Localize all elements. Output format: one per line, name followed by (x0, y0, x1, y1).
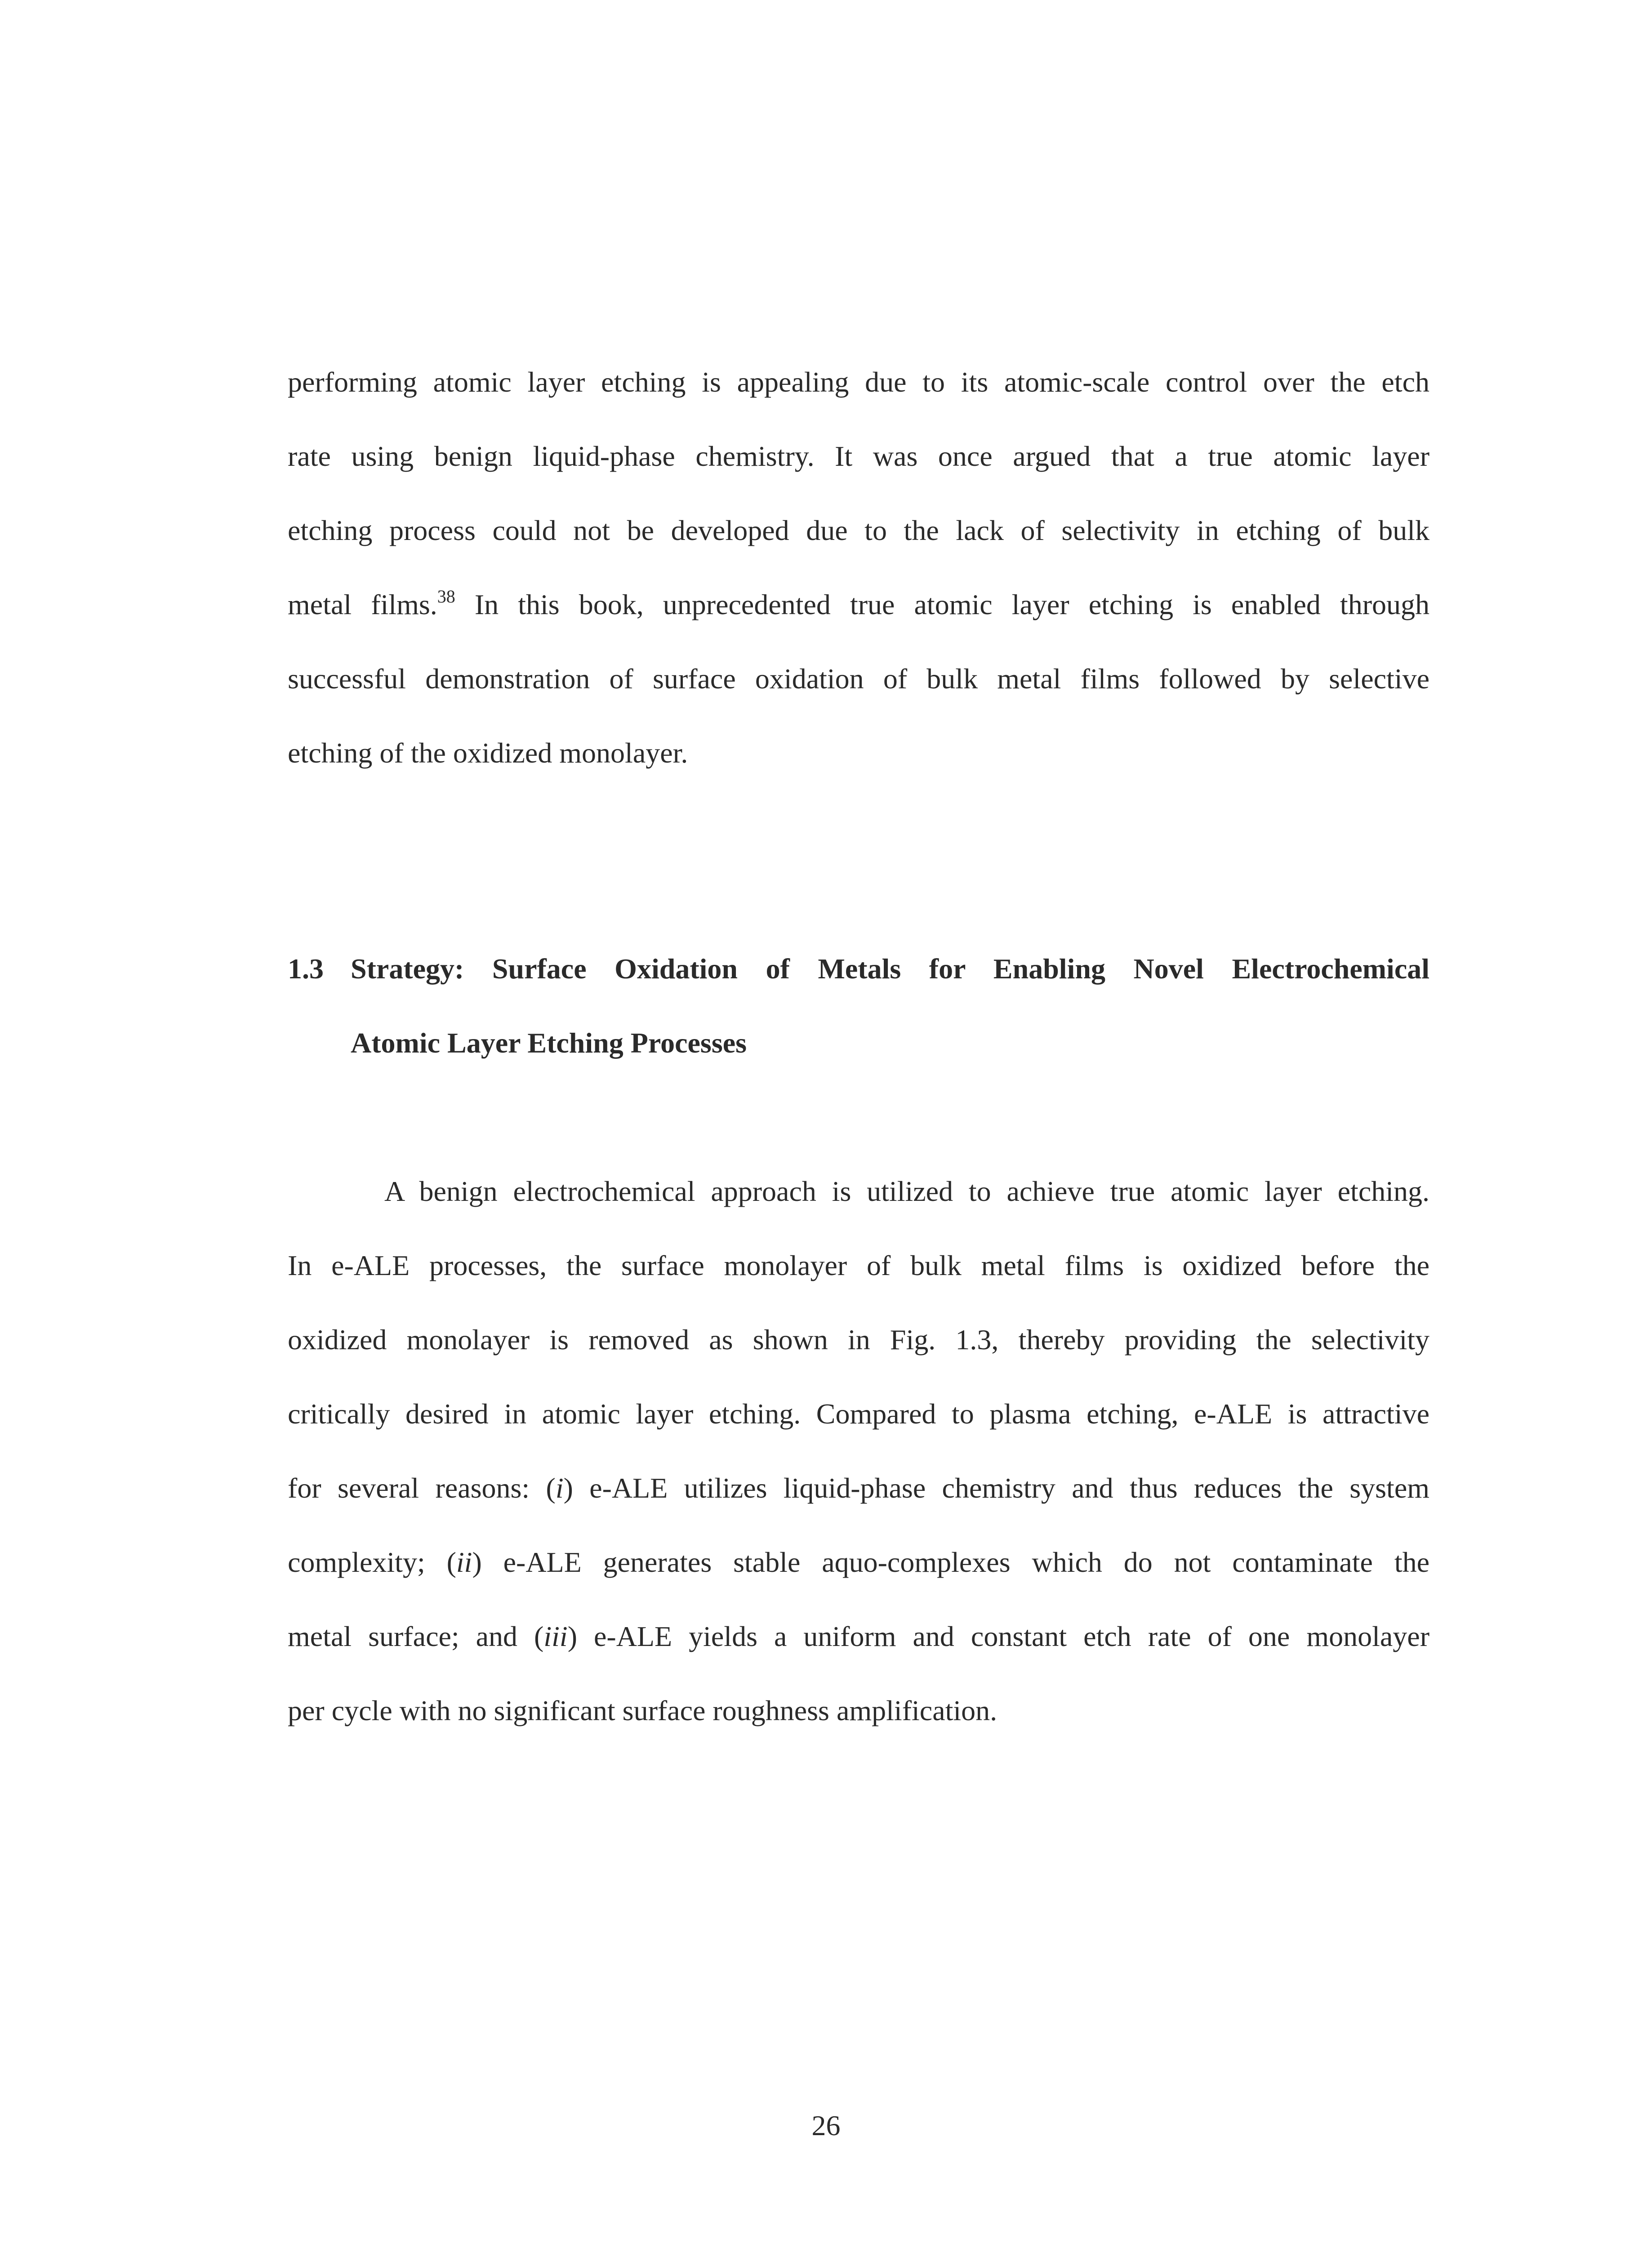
paragraph-2-line-5-start: for several reasons: ( (288, 1472, 556, 1504)
paragraph-2-line-5-end: ) e-ALE utilizes liquid-phase chemistry and thus reduces the system (563, 1472, 1429, 1504)
section-title-line-2: Atomic Layer Etching Processes (351, 1027, 747, 1059)
list-marker-i: i (555, 1472, 564, 1504)
paragraph-1-line-6: etching of the oxidized monolayer. (288, 737, 688, 769)
page-number: 26 (811, 2110, 841, 2141)
citation-reference: 38 (437, 586, 455, 607)
paragraph-1-line-1: performing atomic layer etching is appealing due to its atomic-scale control over the etch (288, 366, 1429, 398)
list-marker-iii: iii (543, 1620, 568, 1652)
section-title-line-1: Strategy: Surface Oxidation of Metals for Enabling Novel Electrochemical (351, 953, 1429, 985)
paragraph-2-line-1: A benign electrochemical approach is utilized to achieve true atomic layer etching. (384, 1175, 1429, 1207)
paragraph-2-line-7 (288, 1619, 1429, 1655)
paragraph-1-line-2: rate using benign liquid-phase chemistry. It was once argued that a true atomic layer (288, 440, 1429, 472)
section-heading (288, 951, 1429, 1063)
paragraph-2-line-6 (288, 1544, 1429, 1580)
paragraph-2 (288, 1173, 1429, 1758)
paragraph-2-line-8: per cycle with no significant surface roughness amplification. (288, 1695, 997, 1726)
paragraph-1-line-3: etching process could not be developed due to the lack of selectivity in etching of bulk (288, 514, 1429, 546)
paragraph-1 (288, 364, 1429, 796)
paragraph-2-line-4: critically desired in atomic layer etching. Compared to plasma etching, e-ALE is attractive (288, 1398, 1429, 1430)
section-number: 1.3 (288, 953, 324, 985)
paragraph-1-line-4 (288, 587, 1429, 623)
paragraph-2-line-3: oxidized monolayer is removed as shown in Fig. 1.3, thereby providing the selectivity (288, 1324, 1429, 1356)
paragraph-2-line-5 (288, 1470, 1429, 1506)
list-marker-ii: ii (456, 1546, 472, 1578)
paragraph-1-line-4-end: In this book, unprecedented true atomic layer etching is enabled through (455, 589, 1430, 620)
paragraph-2-line-7-end: ) e-ALE yields a uniform and constant etch rate of one monolayer (567, 1620, 1430, 1652)
paragraph-2-line-6-end: ) e-ALE generates stable aquo-complexes which do not contaminate the (472, 1546, 1430, 1578)
paragraph-1-line-4-start: metal films. (288, 589, 437, 620)
paragraph-1-line-5: successful demonstration of surface oxidation of bulk metal films followed by selective (288, 663, 1429, 695)
paragraph-2-line-6-start: complexity; ( (288, 1546, 456, 1578)
paragraph-2-line-2: In e-ALE processes, the surface monolayer of bulk metal films is oxidized before the (288, 1249, 1429, 1281)
paragraph-2-line-7-start: metal surface; and ( (288, 1620, 544, 1652)
